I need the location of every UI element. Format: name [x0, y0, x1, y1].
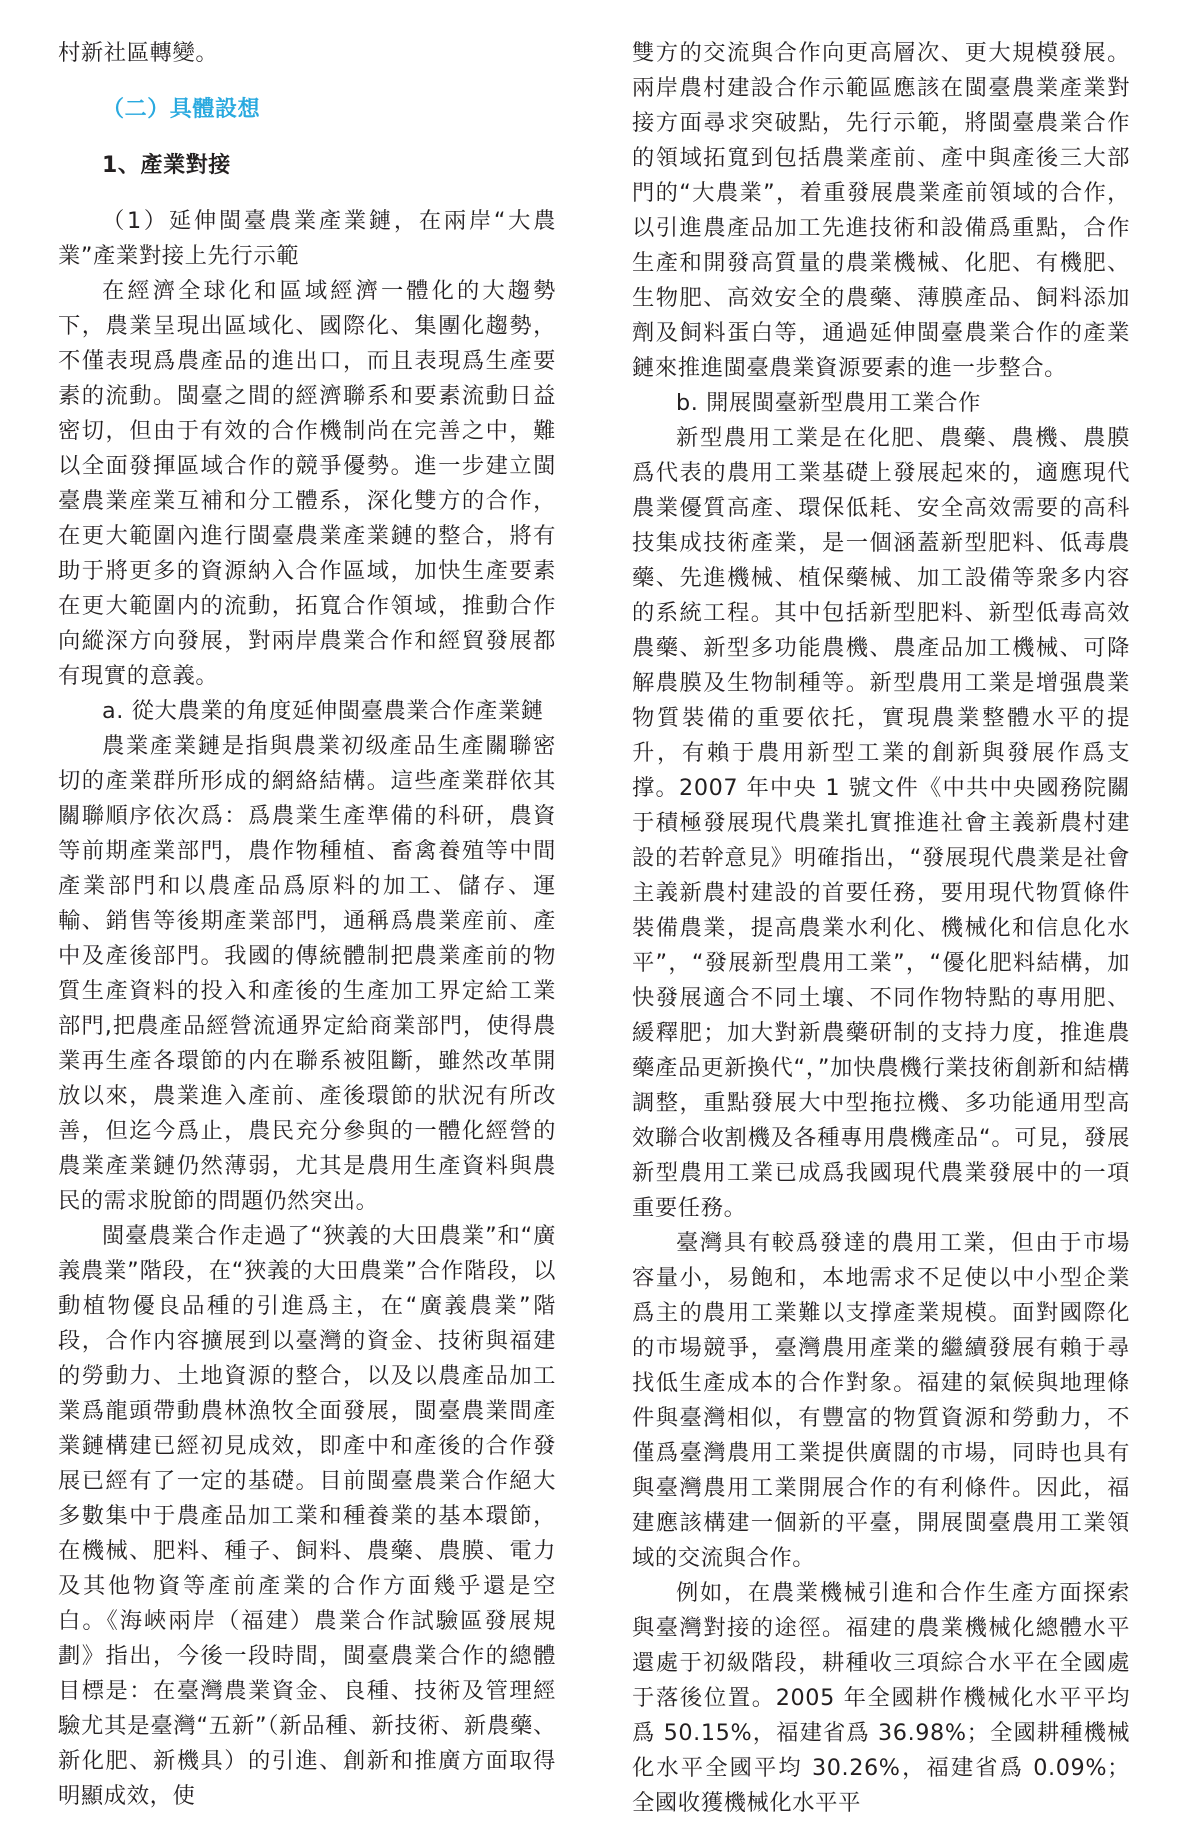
paragraph: 雙方的交流與合作向更高層次、更大規模發展。兩岸農村建設合作示範區應該在閩臺農業產業對接方面尋求突破點，先行示範，將閩臺農業合作的領域拓寬到包括農業產前、產中與產後三大部門的“大農業”，着重發展農業產前領域的合作，以引進農產品加工先進技術和設備爲重點，合作生產和開發高質量的農業機械、化肥、有機肥、生物肥、高效安全的農藥、薄膜產品、飼料添加劑及飼料蛋白等，通過延伸閩臺農業合作的產業鏈來推進閩臺農業資源要素的進一步整合。: [632, 40, 1130, 381]
right-column: [632, 36, 1130, 1821]
paragraph: a. 從大農業的角度延伸閩臺農業合作產業鏈: [102, 698, 544, 724]
paragraph: 農業產業鏈是指與農業初级產品生產關聯密切的產業群所形成的網絡結構。這些產業群依其關聯順序依次爲：爲農業生產準備的科研，農資等前期產業部門，農作物種植、畜禽養殖等中間產業部門和以農產品爲原料的加工、儲存、運輸、銷售等後期產業部門，通稱爲農業産前、產中及產後部門。我國的傳統體制把農業產前的物質生產資料的投入和產後的生產加工界定給工業部門,把農產品經營流通界定給商業部門，使得農業再生產各環節的内在聯系被阻斷，雖然改革開放以來，農業進入產前、產後環節的狀況有所改善，但迄今爲止，農民充分參與的一體化經營的農業產業鏈仍然薄弱，尤其是農用生產資料與農民的需求脫節的問題仍然突出。: [58, 733, 556, 1214]
paragraph: 村新社區轉變。: [58, 40, 219, 66]
paragraph: 閩臺農業合作走過了“狹義的大田農業”和“廣義農業”階段，在“狹義的大田農業”合作階段，以動植物優良品種的引進爲主，在“廣義農業”階段，合作内容擴展到以臺灣的資金、技術與福建的勞動力、土地資源的整合，以及以農產品加工業爲龍頭帶動農林漁牧全面發展，閩臺農業間產業鏈構建已經初見成效，即產中和產後的合作發展已經有了一定的基礎。目前閩臺農業合作絕大多數集中于農產品加工業和種養業的基本環節，在機械、肥料、種子、飼料、農藥、農膜、電力及其他物資等產前產業的合作方面幾乎還是空白。《海峽兩岸（福建）農業合作試驗區發展規劃》指出，今後一段時間，閩臺農業合作的總體目標是：在臺灣農業資金、良種、技術及管理經驗尤其是臺灣“五新”（新品種、新技術、新農藥、新化肥、新機具）的引進、創新和推廣方面取得明顯成效，使: [58, 1223, 556, 1809]
section-heading: （二）具體設想: [102, 97, 261, 122]
paragraph: 在經濟全球化和區域經濟一體化的大趨勢下，農業呈現出區域化、國際化、集團化趨勢，不僅表現爲農產品的進出口，而且表現爲生產要素的流動。閩臺之間的經濟聯系和要素流動日益密切，但由于有效的合作機制尚在完善之中，難以全面發揮區域合作的競爭優勢。進一步建立閩臺農業産業互補和分工體系，深化雙方的合作，在更大範圍內進行閩臺農業產業鏈的整合，將有助于將更多的資源納入合作區域，加快生產要素在更大範圍内的流動，拓寬合作領域，推動合作向縱深方向發展，對兩岸農業合作和經貿發展都有現實的意義。: [58, 278, 556, 689]
paragraph: 新型農用工業是在化肥、農藥、農機、農膜爲代表的農用工業基礎上發展起來的，適應現代農業優質高產、環保低耗、安全高效需要的高科技集成技術產業，是一個涵蓋新型肥料、低毒農藥、先進機械、植保藥械、加工設備等衆多内容的系統工程。其中包括新型肥料、新型低毒高效農藥、新型多功能農機、農產品加工機械、可降解農膜及生物制種等。新型農用工業是增强農業物質裝備的重要依托，實現農業整體水平的提升，有賴于農用新型工業的創新與發展作爲支撑。2007 年中央 1 號文件《中共中央國務院關于積極發展現代農業扎實推進社會主義新農村建設的若幹意見》明確指出，“發展現代農業是社會主義新農村建設的首要任務，要用現代物質條件裝備農業，提高農業水利化、機械化和信息化水平”，“發展新型農用工業”，“優化肥料結構，加快發展適合不同土壤、不同作物特點的專用肥、緩釋肥；加大對新農藥研制的支持力度，推進農藥產品更新換代“，”加快農機行業技術創新和結構調整，重點發展大中型拖拉機、多功能通用型高效聯合收割機及各種專用農機產品“。可見，發展新型農用工業已成爲我國現代農業發展中的一項重要任務。: [632, 425, 1130, 1221]
paragraph: （1）延伸閩臺農業產業鏈，在兩岸“大農業”產業對接上先行示範: [58, 208, 556, 269]
paragraph: b. 開展閩臺新型農用工業合作: [676, 390, 981, 416]
left-column: [58, 36, 556, 1814]
paragraph: 臺灣具有較爲發達的農用工業，但由于市場容量小，易飽和，本地需求不足使以中小型企業爲主的農用工業難以支撑產業規模。面對國際化的市場競爭，臺灣農用產業的繼續發展有賴于尋找低生產成本的合作對象。福建的氣候與地理條件與臺灣相似，有豐富的物質資源和勞動力，不僅爲臺灣農用工業提供廣闊的市場，同時也具有與臺灣農用工業開展合作的有利條件。因此，福建應該構建一個新的平臺，開展閩臺農用工業領域的交流與合作。: [632, 1230, 1130, 1571]
paragraph: 例如，在農業機械引進和合作生產方面探索與臺灣對接的途徑。福建的農業機械化總體水平還處于初級階段，耕種收三項綜合水平在全國處于落後位置。2005 年全國耕作機械化水平平均爲 50.15%，福建省爲 36.98%；全國耕種機械化水平全國平均 30.26%，福建省爲 0.09%；全國收獲機械化水平平: [632, 1580, 1130, 1816]
subsection-heading: 1、產業對接: [102, 153, 231, 178]
